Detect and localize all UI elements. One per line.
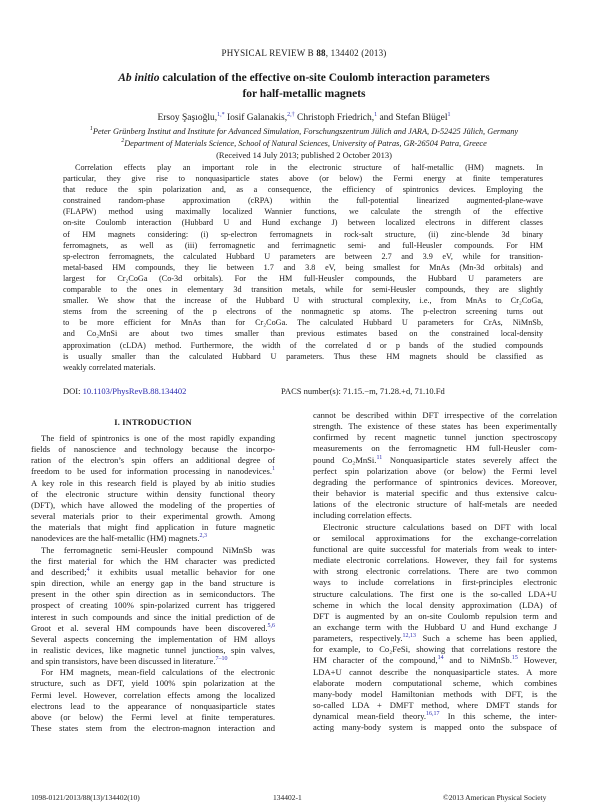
body-text-line: [31, 667, 275, 678]
line-text: ration of the electron’s spin offers an additional degree of: [31, 455, 275, 466]
body-text-line: [313, 700, 557, 711]
citation-link[interactable]: 4: [86, 566, 90, 573]
line-text: in realistic devices, like magnetic tunnel junctions, spin valves,: [31, 644, 275, 655]
author-footnote-link[interactable]: 1: [447, 112, 451, 118]
citation-link[interactable]: 1: [272, 466, 275, 473]
body-text-line: [313, 522, 557, 533]
body-text-line: [31, 478, 275, 489]
title-line2: for half-metallic magnets: [242, 88, 366, 100]
body-text-line: [313, 633, 557, 644]
abstract-line: approximation (cLDA) method. Furthermore, the width of the correlated d or p bands of the studied compounds: [63, 340, 543, 350]
author-name: Iosif Galanakis,: [224, 113, 288, 123]
line-text: present in the other spin direction as in semiconductors. The: [31, 589, 275, 600]
citation-link[interactable]: 7–10: [215, 656, 228, 663]
body-text-line: [31, 678, 275, 689]
line-text: Nonquasiparticle states severely affect the: [382, 454, 557, 465]
body-text-line: [31, 623, 275, 634]
affiliation-text: Department of Materials Science, School of Natural Sciences, University of Patras, GR-26504 Patra, Greece: [124, 139, 487, 148]
line-text: The field of spintronics is one of the most rapidly expanding: [41, 433, 275, 443]
abstract-line: constrained random-phase approximation (cRPA) within the full-potential linearized augmented-plane-wave: [63, 196, 543, 206]
author-list: [0, 113, 608, 123]
paper-title: [0, 70, 608, 102]
line-text: confirmed by recent magnetic tunnel junction spectroscopy: [313, 432, 557, 443]
body-text-line: [313, 443, 557, 454]
doi-link[interactable]: 10.1103/PhysRevB.88.134402: [82, 386, 187, 396]
line-text: functional are quite successful for materials from weak to inter-: [313, 543, 557, 554]
body-text-line: [313, 533, 557, 544]
line-text: several materials prior to their experimental growth. Among: [31, 511, 275, 522]
line-text: lations of the electronic structure of half-metals are needed: [313, 499, 557, 510]
citation-link[interactable]: 15: [511, 655, 518, 662]
author-name: and Stefan Blügel: [377, 113, 448, 123]
body-text-line: [313, 466, 557, 477]
body-text-line: [31, 545, 275, 556]
line-text: and to NiMnSb.: [443, 655, 512, 666]
body-text-line: [313, 589, 557, 600]
line-text: acting many-body system is mapped onto the subspace of: [313, 722, 557, 733]
line-text: many-body model Hamiltonian methods with DFT, is the: [313, 688, 557, 699]
line-text: Groot et al. several HM compounds have been discovered.: [31, 622, 268, 633]
body-text-line: [31, 500, 275, 511]
body-text-line: [313, 432, 557, 443]
left-column: [31, 433, 275, 734]
line-text: freedom to be used for information processing in nanodevices.: [31, 466, 272, 477]
body-text-line: [313, 544, 557, 555]
body-text-line: [31, 589, 275, 600]
body-text-line: [31, 578, 275, 589]
line-text: perfect spin polarization above (or below) the Fermi level: [313, 465, 557, 476]
body-text-line: [313, 555, 557, 566]
abstract-line: metal-based HM compounds, they lie between 1.7 and 3.8 eV, being smallest for MnAs (Mn-3d orbitals) and: [63, 262, 543, 272]
journal-article: , 134402 (2013): [325, 48, 387, 58]
affiliation-text: Peter Grünberg Institut and Institute for Advanced Simulation, Forschungszentrum Jülich and JARA, D-52425 Jülich, Germany: [92, 127, 519, 136]
body-text-line: [31, 455, 275, 466]
abstract-line: (FLAPW) method using maximally localized Wannier functions, we calculate the strength of the effective: [63, 207, 543, 217]
journal-name: PHYSICAL REVIEW B: [221, 48, 314, 58]
section-heading-introduction: I. INTRODUCTION: [114, 418, 192, 427]
citation-link[interactable]: 11: [376, 454, 383, 461]
line-text: interest in such compounds and since the initial prediction of de: [31, 611, 275, 622]
affiliation-1: [0, 127, 608, 136]
body-text-line: [313, 455, 557, 466]
line-text: so-called LDA + DMFT method, where DMFT stands for: [313, 700, 557, 711]
abstract-line: and Co₂MnSi are about two times smaller than previous estimates based on the constrained local-density: [63, 329, 543, 339]
author-footnote-link[interactable]: 1: [374, 112, 378, 118]
body-text-line: [313, 667, 557, 678]
journal-header: [0, 48, 608, 58]
line-text: (DFT), which have allowed the modeling of the properties of: [31, 499, 275, 510]
body-text-line: [313, 499, 557, 510]
body-text-line: [313, 644, 557, 655]
line-text: The ferromagnetic semi-Heusler compound NiMnSb was: [41, 544, 275, 555]
footer-issn: 1098-0121/2013/88(13)/134402(10): [31, 793, 140, 802]
line-text: for example, to Co₂FeSi, showing that correlations restore the: [313, 644, 557, 655]
body-text-line: [313, 678, 557, 689]
body-text-line: [31, 489, 275, 500]
body-text-line: [31, 600, 275, 611]
abstract-line: is usually smaller than the calculated Hubbard U parameters. Thus these HM magnets should be classified as: [63, 351, 543, 361]
line-text: and spin transistors, have been discussed in literature.: [31, 656, 216, 667]
citation-link[interactable]: 12,13: [402, 633, 416, 640]
body-text-line: [313, 689, 557, 700]
line-text: HM character of the compound,: [313, 655, 438, 666]
abstract-line: on-site Coulomb interaction (Hubbard U and Hund exchange J) between localized electrons in different classes: [63, 218, 543, 228]
line-text: These states stem from the electron-magnon interaction and: [31, 723, 275, 734]
footer-copyright: ©2013 American Physical Society: [443, 793, 547, 802]
affiliation-number: 1: [89, 126, 93, 132]
line-text: Fermi level. However, correlation effects among the localized: [31, 689, 275, 700]
body-text-line: [313, 600, 557, 611]
line-text: Several aspects concerning the implementation of HM alloys: [31, 633, 275, 644]
doi-label: DOI:: [63, 386, 83, 396]
line-text: the materials that might find application in future magnetic: [31, 522, 275, 533]
abstract-line: that reduce the spin polarization and, as a consequence, the efficiency of spintronics devices. Employing the: [63, 185, 543, 195]
line-text: parameters, respectively.: [313, 633, 403, 644]
line-text: of the electronic structure within density functional theory: [31, 488, 275, 499]
body-text-line: [31, 522, 275, 533]
body-text-line: [31, 723, 275, 734]
line-text: strength. The existence of these states has been experimentally: [313, 421, 557, 432]
body-text-line: [31, 701, 275, 712]
abstract: [63, 162, 543, 373]
abstract-line: sp-electron ferromagnets, the calculated Hubbard U parameters are between 2.7 and 3.9 eV, while for transition-: [63, 251, 543, 261]
affiliation-2: [0, 139, 608, 148]
line-text: and described;: [31, 566, 87, 577]
journal-volume: 88: [316, 48, 326, 58]
line-text: However,: [517, 655, 557, 666]
line-text: nanodevices are the half-metallic (HM) magnets.: [31, 533, 200, 544]
line-text: scheme in which the local density approximation (LDA) of: [313, 599, 557, 610]
body-text-line: [313, 566, 557, 577]
body-text-line: [313, 655, 557, 666]
line-text: with strong electronic correlations. There are two common: [313, 566, 557, 577]
body-text-line: [31, 533, 275, 544]
abstract-line: comparable to the ones in elementary 3d transition metals, while for semi-Heusler compounds, they are slightly: [63, 285, 543, 295]
line-text: A key role in this research field is played by ab initio studies: [31, 477, 275, 488]
line-text: mediate electronic correlations. However, they fail for systems: [313, 555, 557, 566]
citation-link[interactable]: 2,3: [199, 533, 207, 540]
body-text-line: [313, 722, 557, 733]
line-text: electrons lead to the appearance of nonquasiparticle states: [31, 700, 275, 711]
body-text-line: [313, 488, 557, 499]
body-text-line: [31, 645, 275, 656]
body-text-line: [313, 510, 557, 521]
abstract-line: ferromagnets, as well as (iii) ferromagnetic and ferrimagnetic semi- and full-Heusler compounds. For HM: [63, 240, 543, 250]
body-text-line: [31, 712, 275, 723]
author-footnote-link[interactable]: 2,†: [287, 112, 295, 118]
right-column: [313, 410, 557, 734]
abstract-line: smaller. We show that the increase of the Hubbard U with structural complexity, i.e., from MnAs to Cr₂CoGa,: [63, 296, 543, 306]
line-text: above (or below) the Fermi level at finite temperatures.: [31, 711, 275, 722]
body-text-line: [31, 656, 275, 667]
line-text: elaborate modern computational scheme, which combines: [313, 677, 557, 688]
line-text: pound Co₂MnSi.: [313, 454, 377, 465]
abstract-line: weakly correlated materials.: [63, 362, 156, 372]
abstract-line: of HM magnets considering: (i) sp-electron ferromagnets in rock-salt structure, (ii) zinc-blende 3d binary: [63, 229, 543, 239]
body-text-line: [31, 511, 275, 522]
line-text: structure calculations. The first one is the so-called LDA+U: [313, 588, 557, 599]
body-text-line: [31, 567, 275, 578]
author-name: Christoph Friedrich,: [294, 113, 375, 123]
line-text: structure, such as DFT, yield 100% spin polarization at the: [31, 678, 275, 689]
line-text: DFT is augmented by an on-site Coulomb repulsion term and: [313, 610, 557, 621]
body-text-line: [313, 577, 557, 588]
line-text: measurements on the ferromagnetic HM full-Heusler com-: [313, 443, 557, 454]
footer-page-number: 134402-1: [273, 793, 302, 802]
line-text: For HM magnets, mean-field calculations of the electronic: [41, 667, 275, 678]
line-text: dynamical mean-field theory.: [313, 711, 426, 722]
citation-link[interactable]: 16,17: [426, 711, 440, 718]
body-text-line: [31, 433, 275, 444]
body-text-line: [313, 622, 557, 633]
abstract-line: particular, they give rise to nonquasiparticle states above (or below) the Fermi energy at finite temperatures: [63, 174, 543, 184]
line-text: the first material for which the HM character was predicted: [31, 555, 275, 566]
line-text: Electronic structure calculations based on DFT with local: [323, 521, 557, 532]
pacs-numbers: PACS number(s): 71.15.−m, 71.28.+d, 71.10.Fd: [281, 386, 445, 396]
line-text: their behavior is material specific and thus extensive calcu-: [313, 488, 557, 499]
author-name: Ersoy Şaşıoğlu,: [157, 113, 218, 123]
line-text: prospect of creating 100% spin-polarized current has triggered: [31, 600, 275, 611]
line-text: spin direction, while an energy gap in the band structure is: [31, 578, 275, 589]
body-text-line: [31, 556, 275, 567]
body-text-line: [31, 444, 275, 455]
line-text: fields of nanoscience and technology because the incorpo-: [31, 444, 275, 455]
body-text-line: [313, 410, 557, 421]
body-text-line: [31, 634, 275, 645]
line-text: an exchange term with the Hubbard U and Hund exchange J: [313, 621, 557, 632]
body-text-line: [31, 690, 275, 701]
line-text: cannot be described within DFT irrespective of the correlation: [313, 410, 557, 420]
title-italic: Ab initio: [118, 72, 160, 84]
body-text-line: [313, 477, 557, 488]
line-text: or semilocal approximations for the exchange-correlation: [313, 532, 557, 543]
body-text-line: [31, 466, 275, 477]
body-text-line: [313, 421, 557, 432]
citation-link[interactable]: 5,6: [267, 622, 275, 629]
line-text: ways to include correlations in first-principles electronic: [313, 577, 557, 588]
title-line1: calculation of the effective on-site Coulomb interaction parameters: [159, 72, 490, 84]
abstract-line: to be more efficient for MnAs than for Cr₂CoGa. The calculated Hubbard U parameters for CrAs, NiMnSb,: [63, 318, 543, 328]
body-text-line: [31, 612, 275, 623]
doi-line: [63, 386, 186, 396]
citation-link[interactable]: 14: [437, 655, 444, 662]
line-text: LDA+U cannot describe the nonquasiparticle states. A more: [313, 666, 557, 677]
abstract-line: stems from the screening of the p electrons of the nonmagnetic sp atoms. The p-electron screening turns out: [63, 307, 543, 317]
abstract-line: largest for Cr₂CoGa (Co-3d orbitals). For the HM full-Heusler compounds, the Hubbard U parameters are: [63, 273, 543, 283]
body-text-line: [313, 611, 557, 622]
line-text: including correlation effects.: [313, 510, 412, 521]
author-footnote-link[interactable]: 1,*: [217, 112, 225, 118]
body-text-line: [313, 711, 557, 722]
received-dates: (Received 14 July 2013; published 2 October 2013): [216, 150, 392, 160]
abstract-line: Correlation effects play an important role in the electronic structure of half-metallic (HM) magnets. In: [75, 163, 543, 172]
line-text: In this scheme, the inter-: [439, 711, 558, 722]
line-text: Such a scheme has been applied,: [415, 633, 557, 644]
line-text: it exhibits usual metallic behavior for one: [89, 566, 276, 577]
line-text: degrading the performance of spintronics devices. Moreover,: [313, 476, 557, 487]
affiliation-number: 2: [121, 138, 125, 144]
